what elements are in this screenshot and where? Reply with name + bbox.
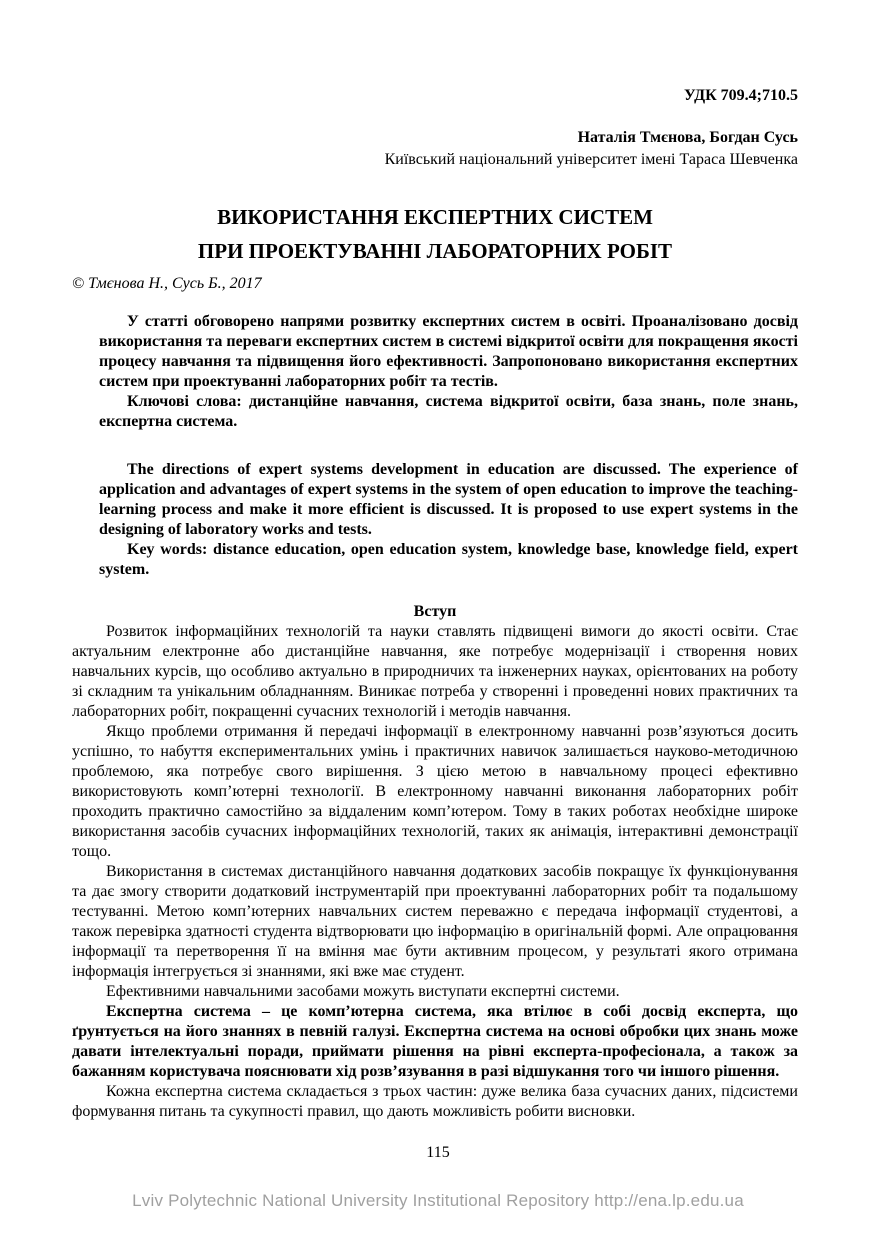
paragraph-1: Розвиток інформаційних технологій та науки ставлять підвищені вимоги до якості освіти. Стає актуальним електронне або дистанційне навчання, яке потребує модернізації і створення нових навчальних курсів, що особливо актуально в природничих та інженерних науках, орієнтованих на роботу зі складним та унікальним обладнанням. Виникає потреба у створенні і проведенні нових практичних та лабораторних робіт, покращенні сучасних технологій і методів навчання. [72,623,798,720]
article-title [72,200,798,268]
paragraph-2: Якщо проблеми отримання й передачі інформації в електронному навчанні розв’язуються досить успішно, то набуття експериментальних умінь і практичних навичок залишається науково-методичною проблемою, яка потребує свого вирішення. З цією метою в навчальному процесі ефективно використовують комп’ютерні технології. В електронному навчанні виконання лабораторних робіт проходить практично самостійно за віддаленим комп’ютером. Тому в таких роботах необхідне широке використання засобів сучасних інформаційних технологій, таких як анімація, інтерактивні демонстрації тощо. [72,723,798,860]
abstract-ua-body: У статті обговорено напрями розвитку експертних систем в освіті. Проаналізовано досвід використання та переваги експертних систем в системі відкритої освіти для покращення якості процесу навчання та підвищення його ефективності. Запропоновано використання експертних систем при проектуванні лабораторних робіт та тестів. [99,313,798,390]
paragraph-6: Кожна експертна система складається з трьох частин: дуже велика база сучасних даних, підсистеми формування питань та сукупності правил, що дають можливість робити висновки. [72,1083,798,1120]
abstract-en-keywords: Key words: distance education, open education system, knowledge base, knowledge field, expert system. [99,541,798,578]
abstract-ukrainian [72,312,798,432]
abstract-ua-keywords: Ключові слова: дистанційне навчання, система відкритої освіти, база знань, поле знань, експертна система. [99,393,798,430]
affiliation-line: Київський національний університет імені Тараса Шевченка [384,151,798,168]
authors-line: Наталія Тмєнова, Богдан Сусь [577,129,798,146]
abstract-en-body: The directions of expert systems development in education are discussed. The experience of application and advantages of expert systems in the system of open education to improve the teaching-learning process and make it more efficient is discussed. It is proposed to use expert systems in the designing of laboratory works and tests. [99,461,798,538]
paragraph-3: Використання в системах дистанційного навчання додаткових засобів покращує їх функціонування та дає змогу створити додатковий інструментарій при проектуванні лабораторних робіт та подальшому тестуванні. Метою комп’ютерних навчальних систем переважно є передача інформації студентові, а також перевірка здатності студента відтворювати цю інформацію в оригінальній формі. Але опрацювання інформації та перетворення її на вміння має бути активним процесом, у результаті якого отримана інформація інтегрується зі знаннями, які вже має студент. [72,863,798,980]
section-heading-vstup: Вступ [413,603,457,620]
article-title-line1: ВИКОРИСТАННЯ ЕКСПЕРТНИХ СИСТЕМ [217,205,653,229]
paragraph-5-definition: Експертна система – це комп’ютерна система, яка втілює в собі досвід експерта, що ґрунтується на його знаннях в певній галузі. Експертна система на основі обробки цих знань може давати інтелектуальні поради, приймати рішення на рівні експерта-професіонала, а також за бажанням користувача пояснювати хід розв’язування в разі відшукання того чи іншого рішення. [72,1003,798,1080]
copyright-notice: © Тмєнова Н., Сусь Б., 2017 [72,275,262,292]
paragraph-4: Ефективними навчальними засобами можуть виступати експертні системи. [106,983,620,1000]
page-content [72,86,798,1122]
article-title-line2: ПРИ ПРОЕКТУВАННІ ЛАБОРАТОРНИХ РОБІТ [197,239,673,263]
page-number: 115 [426,1144,450,1161]
repository-watermark: Lviv Polytechnic National University Institutional Repository http://ena.lp.edu.ua [132,1191,744,1210]
abstract-english [72,460,798,580]
article-body [72,622,798,1122]
udc-code: УДК 709.4;710.5 [683,87,798,104]
